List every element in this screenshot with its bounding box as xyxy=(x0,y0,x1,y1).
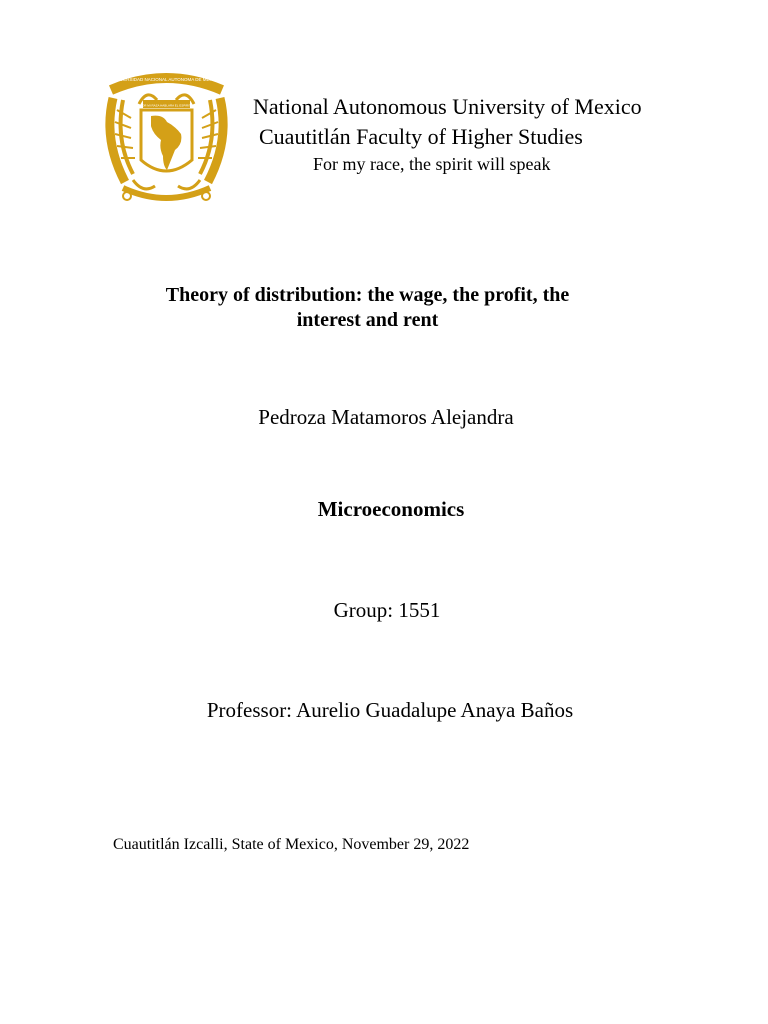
document-title xyxy=(100,283,635,333)
professor-name: Professor: Aurelio Guadalupe Anaya Baños xyxy=(206,698,574,722)
faculty-name: Cuautitlán Faculty of Higher Studies xyxy=(259,124,583,149)
document-title-line-1: Theory of distribution: the wage, the profit, the xyxy=(165,284,570,306)
seal-banner-text: POR MI RAZA HABLARA EL ESPIRITU xyxy=(139,103,194,108)
author-name: Pedroza Matamoros Alejandra xyxy=(258,405,514,429)
university-motto: For my race, the spirit will speak xyxy=(313,154,551,174)
seal-ring-text: UNIVERSIDAD NACIONAL AUTONOMA DE MEXICO xyxy=(112,77,221,82)
place-and-date: Cuautitlán Izcalli, State of Mexico, November 29, 2022 xyxy=(113,836,470,853)
document-title-line-2: interest and rent xyxy=(296,309,439,331)
university-seal-icon xyxy=(103,70,230,207)
group-number: Group: 1551 xyxy=(333,598,441,622)
subject-name: Microeconomics xyxy=(317,497,465,521)
university-name: National Autonomous University of Mexico xyxy=(253,94,642,119)
